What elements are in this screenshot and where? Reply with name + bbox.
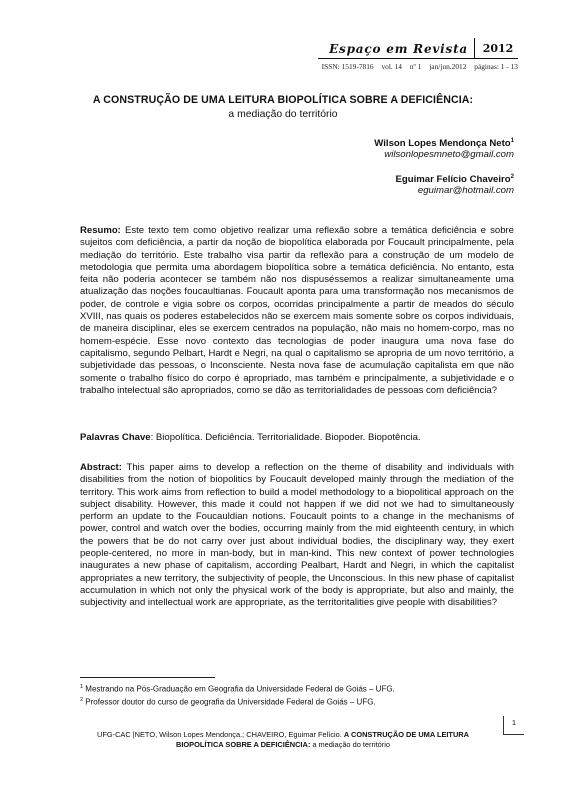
page-number: 1 <box>503 716 524 735</box>
footnote-1: $^1$ Mestrando na Pós-Graduação em Geografia da Universidade Federal de Goiás – UFG. <box>80 684 395 694</box>
author-name: Eguimar Felício Chaveiro$^2$ <box>395 174 514 186</box>
journal-year: 2012 <box>482 42 514 55</box>
keywords-paragraph <box>80 432 514 444</box>
keywords-label: Palavras Chave <box>80 432 151 443</box>
footnotes <box>80 682 520 709</box>
footer-line-1: UFG-CAC |NETO, Wilson Lopes Mendonça.; CHAVEIRO, Eguimar Felício. A CONSTRUÇÃO DE UMA LEITURA <box>97 730 469 739</box>
article-title: A CONSTRUÇÃO DE UMA LEITURA BIOPOLÍTICA SOBRE A DEFICIÊNCIA: <box>92 94 474 106</box>
footer-line-2: BIOPOLÍTICA SOBRE A DEFICIÊNCIA: a mediação do território <box>176 740 390 750</box>
issue-date: jan/jun.2012 <box>429 62 467 71</box>
author-block-1 <box>374 138 514 160</box>
volume: vol. 14 <box>381 62 402 71</box>
number: nº 1 <box>409 62 422 71</box>
author-name: Wilson Lopes Mendonça Neto$^1$ <box>374 138 514 150</box>
author-email[interactable]: wilsonlopesmneto@gmail.com <box>384 149 514 161</box>
abstract-label: Abstract: <box>80 462 122 473</box>
resumo-paragraph <box>80 225 514 397</box>
resumo-label: Resumo: <box>80 225 121 236</box>
keywords-text: : Biopolítica. Deficiência. Territorialidade. Biopoder. Biopotência. <box>150 432 421 443</box>
footnote-rule <box>80 677 215 678</box>
author-email[interactable]: eguimar@hotmail.com <box>417 185 514 197</box>
abstract-text: This paper aims to develop a reflection on the theme of disability and individuals with disabilities from the notion of biopolitics by Foucault developed mainly through the mediation of the territory. This work aims from reflection to build a model methodology to a biopolitical approach on the subject disability. However, this made it could not happen if we did not we had to simultaneously perform an update to the Foucauldian notions. Foucault points to a change in the mechanisms of power, control and watch over the bodies, occurring mainly from the mid eighteenth century, in which the powers that be do not carry over just about individual bodies, the disciplinary way, they exert people-centered, no more in man-body, but in man-kind. This new context of power technologies inaugurates a new phase of capitalism, according Pealbart, Hardt and Negri, in which the capitalist appropriates a new territory, the subjectivity of people, the Unconscious. In this new phase of capitalist accumulation in which not only the physical work of the body is appropriate, but also and mainly, the subjectivity and intellectual work are appropriate, as the territoritalities give people with disabilities? <box>80 462 514 609</box>
article-subtitle: a mediação do território <box>228 109 338 120</box>
abstract-paragraph <box>80 462 514 610</box>
issn-line <box>200 62 518 71</box>
resumo-text: Este texto tem como objetivo realizar uma reflexão sobre a temática deficiência e sobre sujeitos com deficiência, a partir da noção de biopolítica elaborada por Foucault principalmente, pela mediação do território. Este trabalho visa partir da reflexão para a construção de um modelo de metodologia que permita uma abordagem biopolítica sobre a temática deficiência. No entanto, esta feita não poderia acontecer se também não nos dispuséssemos a realizar simultaneamente uma atualização das noções foucaultianas. Foucault aponta para uma transformação nos mecanismos de poder, de controle e vigia sobre os corpos, ocorridas principalmente a partir de meados do século XVIII, nas quais os poderes estabelecidos não se exercem mais somente sobre os corpos individuais, de maneira disciplinar, eles se exercem centrados na população, não mais no homem-corpo, mas no homem-espécie. Esse novo contexto das tecnologias de poder inaugura uma nova fase do capitalismo, segundo Pelbart, Hardt e Negri, na qual o capitalismo se apropria de um novo território, a subjetividade das pessoas, o Inconsciente. Nesta nova fase de acumulação capitalista em que não somente o trabalho físico do corpo é apropriado, mas também e principalmente, a subjetividade e o trabalho intelectual são apropriados, como se dão as territorialidades de pessoas com deficiência? <box>80 225 514 396</box>
page-range: páginas: 1 - 13 <box>474 62 518 71</box>
header-rule <box>318 58 518 59</box>
journal-name: Espaço em Revista <box>329 42 468 56</box>
footnote-2: $^2$ Professor doutor do curso de geografia da Universidade Federal de Goiás – UFG. <box>80 697 376 707</box>
header-divider <box>474 38 475 58</box>
footer-citation <box>60 730 506 751</box>
author-block-2 <box>395 174 514 196</box>
issn: ISSN: 1519-7816 <box>321 62 374 71</box>
